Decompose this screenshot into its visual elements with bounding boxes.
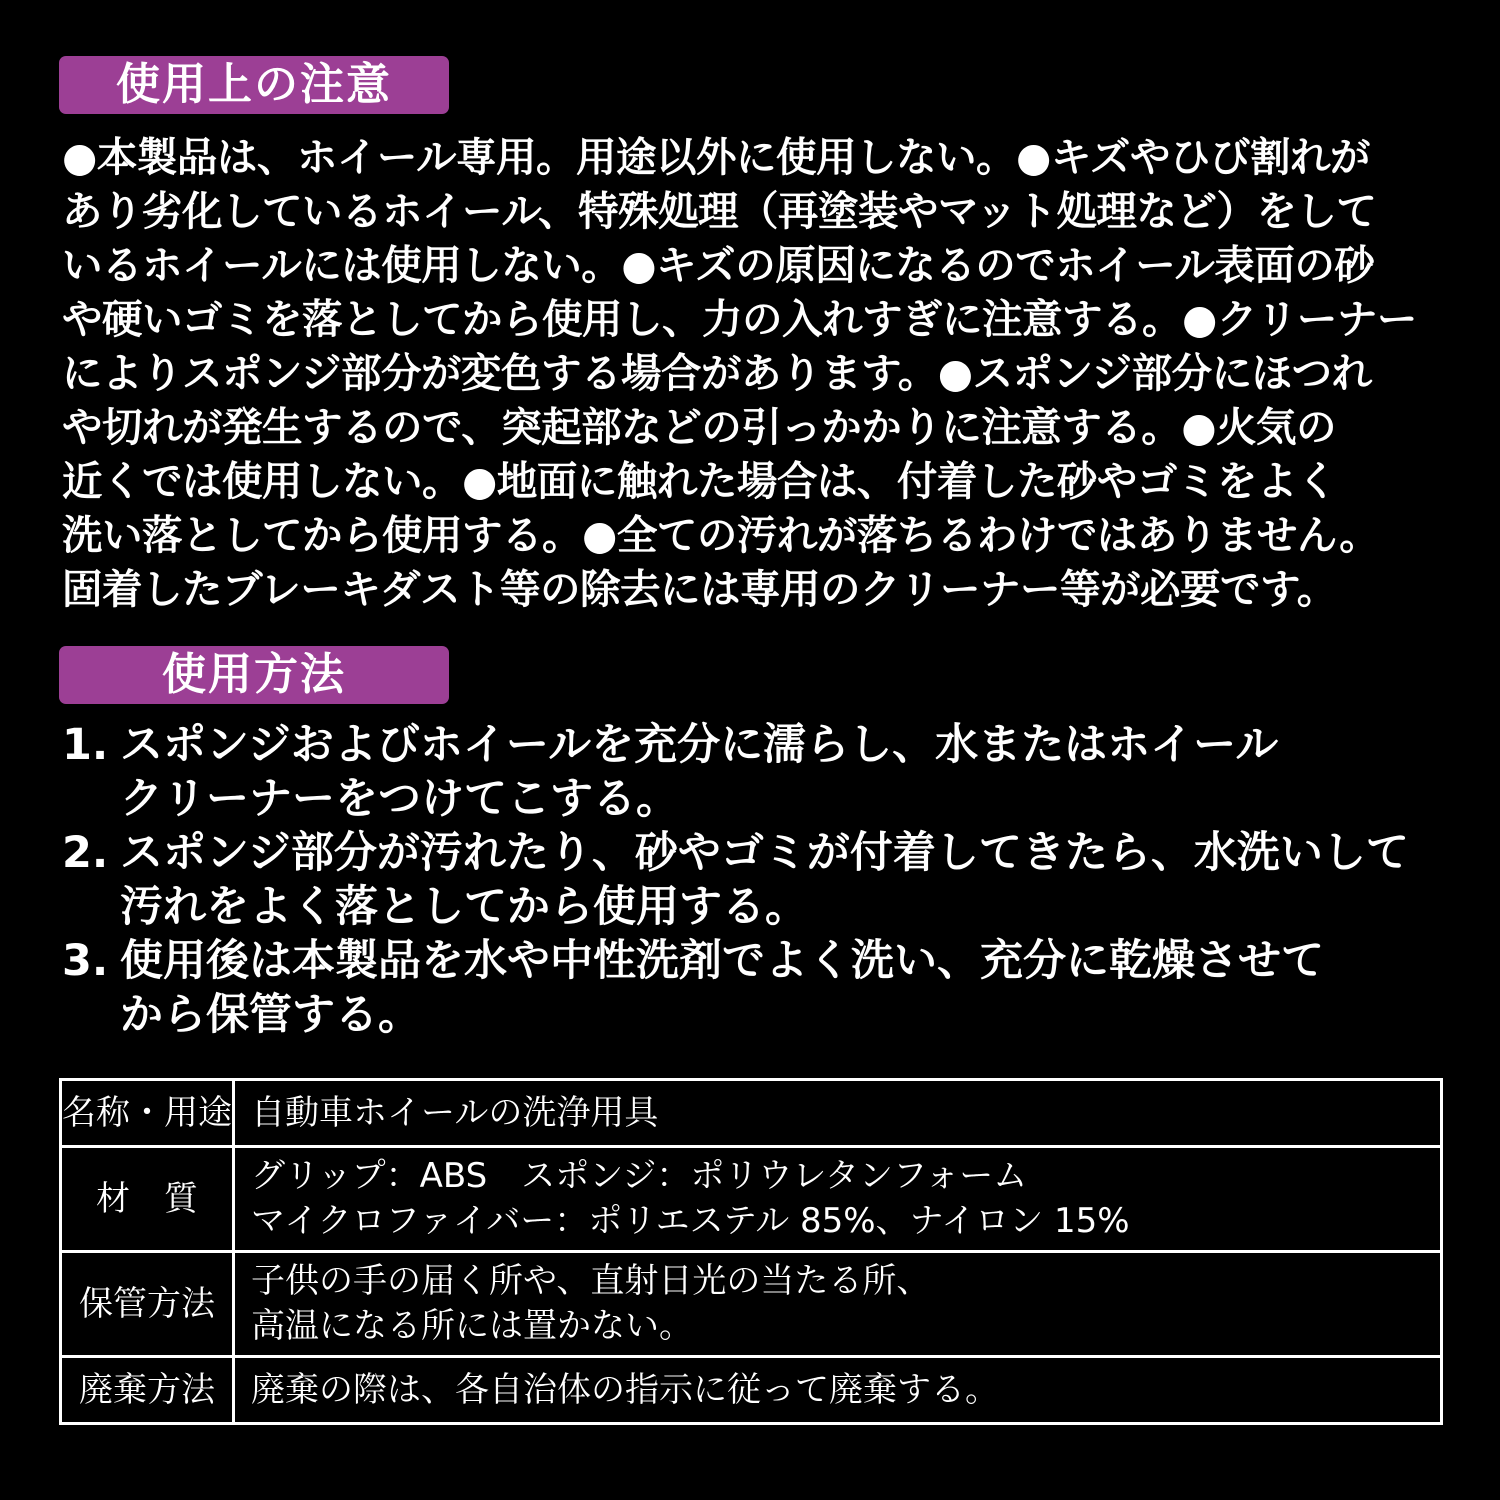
spec-label: 名称・用途 bbox=[61, 1080, 234, 1147]
spec-value bbox=[234, 1147, 1442, 1252]
spec-label: 廃棄方法 bbox=[61, 1357, 234, 1424]
spec-table bbox=[59, 1078, 1443, 1425]
step-line: スポンジおよびホイールを充分に濡らし、水またはホイール bbox=[120, 720, 1279, 770]
spec-row-name-purpose bbox=[61, 1080, 1442, 1147]
caution-line: や切れが発生するので、突起部などの引っかかりに注意する。●火気の bbox=[62, 403, 1337, 451]
caution-line: 固着したブレーキダスト等の除去には専用のクリーナー等が必要です。 bbox=[62, 565, 1337, 613]
spec-value bbox=[234, 1252, 1442, 1357]
caution-line: あり劣化しているホイール、特殊処理（再塗装やマット処理など）をして bbox=[62, 187, 1377, 235]
step-text bbox=[120, 718, 1452, 826]
step-text bbox=[120, 826, 1452, 934]
step-line: スポンジ部分が汚れたり、砂やゴミが付着してきたら、水洗いして bbox=[120, 828, 1409, 878]
step-text bbox=[120, 934, 1452, 1042]
spec-value-line: 廃棄の際は、各自治体の指示に従って廃棄する。 bbox=[251, 1369, 999, 1410]
caution-title: 使用上の注意 bbox=[116, 59, 392, 110]
spec-row-disposal bbox=[61, 1357, 1442, 1424]
caution-line: 洗い落としてから使用する。●全ての汚れが落ちるわけではありません。 bbox=[62, 511, 1380, 559]
spec-row-storage bbox=[61, 1252, 1442, 1357]
method-section-header bbox=[59, 646, 449, 704]
step-number: 3. bbox=[62, 936, 109, 986]
spec-value-line: 子供の手の届く所や、直射日光の当たる所、 bbox=[251, 1261, 931, 1301]
step-number: 2. bbox=[62, 828, 109, 878]
spec-label: 材 質 bbox=[61, 1147, 234, 1252]
step-line: クリーナーをつけてこする。 bbox=[120, 774, 679, 824]
spec-label: 保管方法 bbox=[61, 1252, 234, 1357]
caution-line: によりスポンジ部分が変色する場合があります。●スポンジ部分にほつれ bbox=[62, 349, 1372, 397]
spec-value bbox=[234, 1080, 1442, 1147]
caution-text bbox=[62, 130, 1452, 616]
caution-line: いるホイールには使用しない。●キズの原因になるのでホイール表面の砂 bbox=[62, 241, 1375, 289]
caution-line: や硬いゴミを落としてから使用し、力の入れすぎに注意する。●クリーナー bbox=[62, 295, 1417, 343]
method-step bbox=[62, 934, 1452, 1042]
spec-value-line: グリップ：ABS スポンジ：ポリウレタンフォーム bbox=[251, 1156, 1028, 1196]
step-line: から保管する。 bbox=[120, 990, 421, 1040]
caution-line: 近くでは使用しない。●地面に触れた場合は、付着した砂やゴミをよく bbox=[62, 457, 1337, 505]
method-step bbox=[62, 718, 1452, 826]
spec-value-line: 自動車ホイールの洗浄用具 bbox=[251, 1092, 659, 1133]
spec-row-material bbox=[61, 1147, 1442, 1252]
step-line: 使用後は本製品を水や中性洗剤でよく洗い、充分に乾燥させて bbox=[120, 936, 1324, 986]
method-step bbox=[62, 826, 1452, 934]
step-number: 1. bbox=[62, 720, 109, 770]
method-title: 使用方法 bbox=[162, 649, 346, 700]
step-line: 汚れをよく落としてから使用する。 bbox=[120, 882, 808, 932]
method-steps bbox=[62, 718, 1452, 1042]
caution-section-header bbox=[59, 56, 449, 114]
spec-value-line: マイクロファイバー：ポリエステル 85%、ナイロン 15% bbox=[251, 1201, 1130, 1241]
spec-value-line: 高温になる所には置かない。 bbox=[251, 1306, 693, 1346]
caution-line: ●本製品は、ホイール専用。用途以外に使用しない。●キズやひび割れが bbox=[62, 133, 1371, 181]
spec-value bbox=[234, 1357, 1442, 1424]
